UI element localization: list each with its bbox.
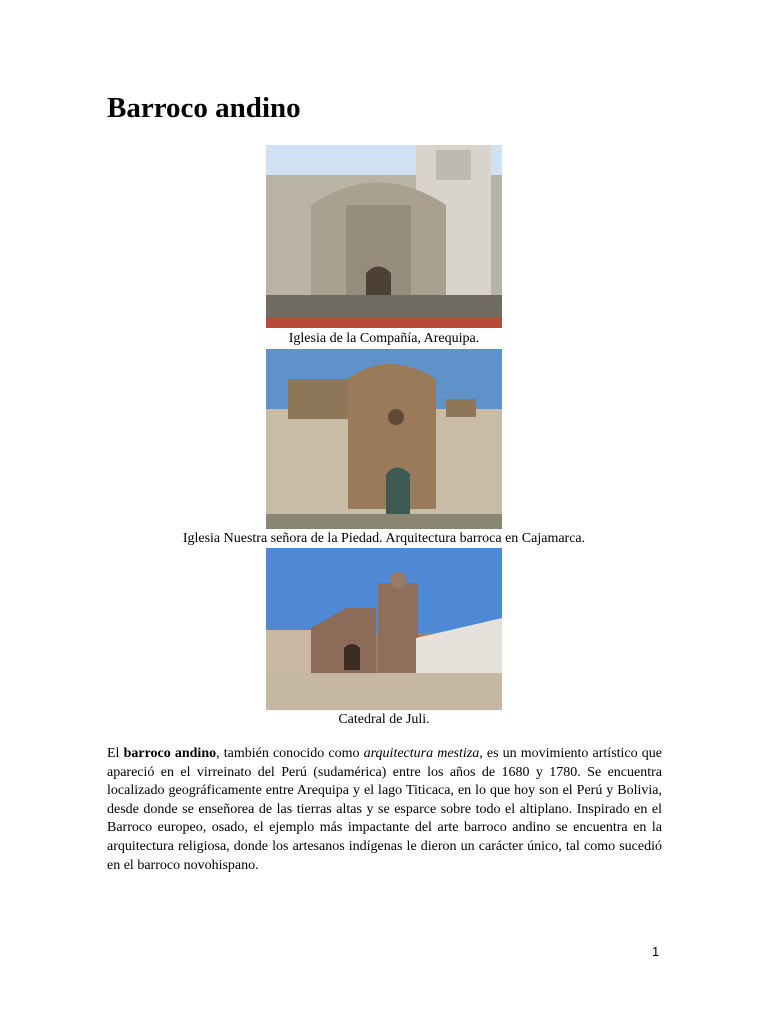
figure-1-caption: Iglesia de la Compañía, Arequipa. — [288, 331, 480, 346]
paragraph-text-1: El — [107, 746, 124, 761]
body-paragraph — [107, 745, 662, 875]
figure-1-photo — [266, 145, 502, 328]
figure-3-caption: Catedral de Juli. — [338, 712, 430, 727]
paragraph-text-3: , es un movimiento artístico que apareció en el virreinato del Perú (sudamérica) entre los años de 1680 y 1780. Se encuentra localizado geográficamente entre Arequipa y el lago Titicaca, en lo que hoy son el Perú y Bolivia, desde donde se enseñorea de las tierras altas y se esparce sobre todo el altiplano. Inspirado en el Barroco europeo, osado, el ejemplo más impactante del arte barroco andino se encuentra en la arquitectura religiosa, donde los artesanos indígenas le dieron un carácter único, tal como sucedió en el barroco novohispano. — [107, 746, 662, 873]
figure-2-photo — [266, 349, 502, 529]
paragraph-bold-term: barroco andino — [123, 746, 217, 761]
page-number: 1 — [652, 944, 660, 959]
paragraph-italic-term: arquitectura mestiza — [363, 746, 480, 761]
figure-3-photo — [266, 548, 502, 710]
document-title: Barroco andino — [107, 92, 301, 124]
paragraph-text-2: , también conocido como — [216, 746, 364, 761]
figure-2-caption: Iglesia Nuestra señora de la Piedad. Arquitectura barroca en Cajamarca. — [182, 531, 586, 546]
